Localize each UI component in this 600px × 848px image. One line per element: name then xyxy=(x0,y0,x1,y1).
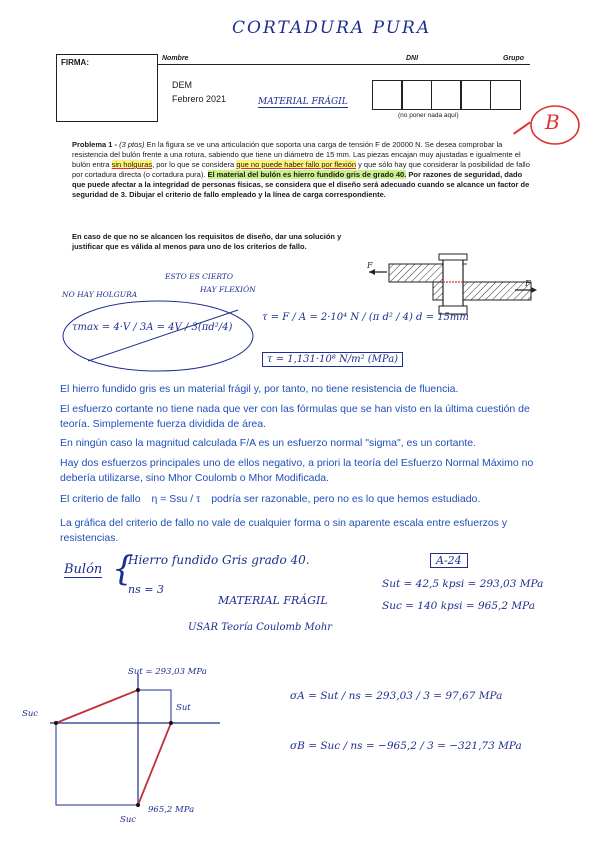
solution-label: Bulón xyxy=(64,562,103,577)
sut-value: Sut = 42,5 kpsi = 293,03 MPa xyxy=(382,578,544,590)
figure-f-right: F xyxy=(525,279,531,288)
comment-5-b: podría ser razonable, pero no es lo que hemos estudiado. xyxy=(211,493,481,505)
solution-line1: Hierro fundido Gris grado 40. xyxy=(128,553,310,567)
comment-5-a: El criterio de fallo xyxy=(60,493,141,505)
diagram-top-label: Sut = 293,03 MPa xyxy=(128,667,207,677)
diagram-bottom-value: 965,2 MPa xyxy=(148,805,195,815)
comment-6: La gráfica del criterio de fallo no vale de cualquier forma o sin aparente escala entre esfuerzos y resistencias. xyxy=(60,517,508,544)
comment-1: El hierro fundido gris es un material frágil y, por tanto, no tiene resistencia de fluencia. xyxy=(60,383,459,395)
usar-teoria: USAR Teoría Coulomb Mohr xyxy=(188,622,333,633)
problem-text-b: , por lo que se considera xyxy=(152,160,235,169)
dni-grid xyxy=(373,80,521,110)
material-fragil: MATERIAL FRÁGIL xyxy=(218,594,328,607)
highlight-no-flexion: que no puede haber fallo por flexión xyxy=(236,160,356,169)
problem-paragraph xyxy=(72,140,534,200)
note-esto-es-cierto: ESTO ES CIERTO xyxy=(165,272,233,281)
comment-2: El esfuerzo cortante no tiene nada que ver con las fórmulas que se han visto en la última cuestión de teoría. Simplemente fuerza dividida de área. xyxy=(60,403,530,430)
failure-diagram xyxy=(20,660,250,830)
firma-label: FIRMA: xyxy=(61,58,89,67)
handwritten-fragil-note: MATERIAL FRÁGIL xyxy=(258,97,348,107)
table-ref: A-24 xyxy=(430,553,468,568)
problem-title: Problema 1 - xyxy=(72,140,118,149)
nombre-label: Nombre xyxy=(162,55,189,62)
figure-f-left: F xyxy=(367,261,373,270)
highlight-sin-holguras: sin holguras xyxy=(111,160,153,169)
tau-result: τ = 1,131·10⁸ N/m² (MPa) xyxy=(262,352,403,367)
solution-brace: { xyxy=(112,549,134,589)
tau-max-circle xyxy=(58,296,258,376)
grade-mark: B xyxy=(545,110,560,134)
note-hay-flexion: HAY FLEXIÓN xyxy=(200,285,256,294)
comment-3: En ningún caso la magnitud calculada F/A es un esfuerzo normal "sigma", es un cortante. xyxy=(60,437,477,449)
diagram-bottom-label: Suc xyxy=(120,815,137,825)
sigma-b-formula: σB = Suc / ns = −965,2 / 3 = −321,73 MPa xyxy=(290,740,522,752)
dni-label: DNI xyxy=(406,55,419,62)
no-poner-label: (no poner nada aquí) xyxy=(398,112,459,119)
comment-5 xyxy=(60,492,540,507)
problem-paragraph-2: En caso de que no se alcancen los requisitos de diseño, dar una solución y justificar que es válida al menos para uno de los criterios de fallo. xyxy=(72,232,342,251)
highlight-material: El material del bulón es hierro fundido gris de grado 40. xyxy=(207,170,407,179)
firma-box xyxy=(56,54,158,122)
note-no-holgura: NO HAY HOLGURA xyxy=(62,290,138,299)
handwritten-title: CORTADURA PURA xyxy=(232,18,432,38)
suc-value: Suc = 140 kpsi = 965,2 MPa xyxy=(382,600,535,612)
dept-label: DEM xyxy=(172,80,192,90)
diagram-right-label: Sut xyxy=(176,703,191,713)
header-top-line xyxy=(158,64,530,65)
problem-text-d: Por razones de seguridad, dado que puede afectar a la integridad de personas físicas, se considera que el diseño será adecuado cuando se alcance un factor de seguridad de 3. Dibujar el criterio de fallo empleado y la línea de carga correspondiente. xyxy=(72,170,530,199)
tau-formula: τ = F / A = 2·10⁴ N / (π d² / 4) d = 15mm xyxy=(262,312,469,323)
problem-text-a: En la figura se ve una articulación que soporta una carga de tensión F de 20000 N. Se desea comprobar la resistencia del bulón frente a una rotura, sabiendo que tiene un diámetro de 15 mm. Las piezas encajan muy ajustadas e igualmente el bulón entra xyxy=(72,140,521,169)
diagram-left-label: Suc xyxy=(22,709,39,719)
criterion-formula: η = Ssu / τ xyxy=(151,493,201,505)
safety-factor: ns = 3 xyxy=(128,583,164,596)
problem-points: (3 ptos) xyxy=(119,140,145,149)
problem-text-c: y que sólo hay que considerar la posibilidad de fallo por cortadura directa (o cortadura pura). xyxy=(72,160,530,179)
comment-4: Hay dos esfuerzos principales uno de ellos negativo, a priori la teoría del Esfuerzo Normal Máximo no debería utilizarse, sino Mhor Coulomb o Mhor Modificada. xyxy=(60,457,534,484)
date-label: Febrero 2021 xyxy=(172,94,227,104)
sigma-a-formula: σA = Sut / ns = 293,03 / 3 = 97,67 MPa xyxy=(290,690,503,702)
tau-max-formula: τmax = 4·V / 3A = 4V / 3(πd²/4) xyxy=(72,322,233,333)
grupo-label: Grupo xyxy=(503,55,524,62)
